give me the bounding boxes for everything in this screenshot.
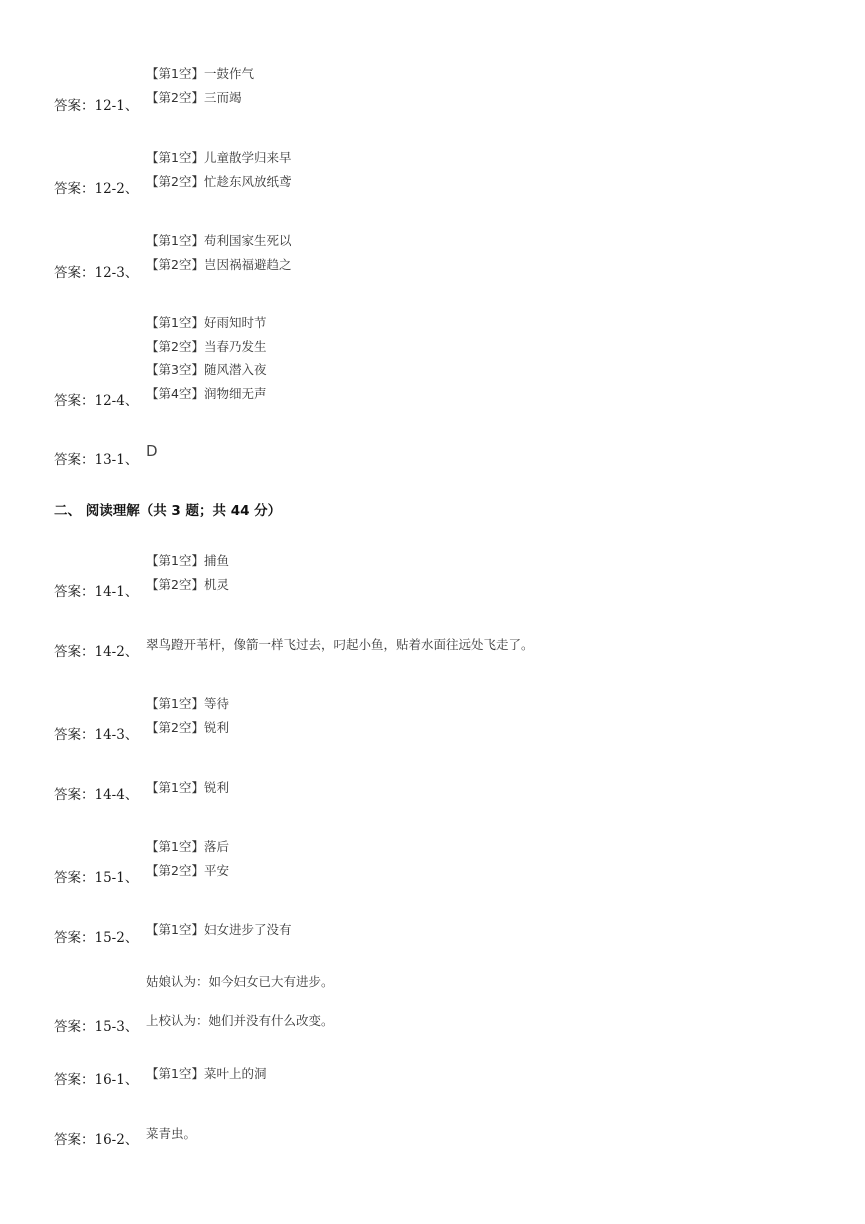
answer-line: 【第4空】润物细无声	[146, 386, 267, 401]
answer-line: 【第2空】锐利	[146, 720, 229, 735]
answer-line: 【第2空】当春乃发生	[146, 339, 267, 354]
answer-label: 答案：14-1、	[54, 584, 139, 600]
answer-label: 答案：16-1、	[54, 1072, 139, 1088]
answer-label: 答案：14-2、	[54, 644, 139, 660]
answer-line: 翠鸟蹬开苇杆，像箭一样飞过去，叼起小鱼，贴着水面往远处飞走了。	[146, 637, 534, 652]
answer-line: 【第1空】锐利	[146, 780, 229, 795]
answer-label: 答案：15-1、	[54, 870, 139, 886]
answer-line: 【第1空】苟利国家生死以	[146, 233, 292, 248]
answer-line: 【第1空】好雨知时节	[146, 315, 267, 330]
answer-line: 【第2空】平安	[146, 863, 229, 878]
answer-label: 答案：12-2、	[54, 181, 139, 197]
answer-label: 答案：12-4、	[54, 393, 139, 409]
answer-line: 【第1空】落后	[146, 839, 229, 854]
answer-label: 答案：13-1、	[54, 452, 139, 468]
answer-line: 姑娘认为：如今妇女已大有进步。	[146, 974, 334, 989]
answer-line: 【第1空】等待	[146, 696, 229, 711]
answer-label: 答案：14-4、	[54, 787, 139, 803]
answer-label: 答案：15-2、	[54, 930, 139, 946]
answer-line: 【第2空】忙趁东风放纸鸢	[146, 174, 292, 189]
answer-line: D	[146, 442, 158, 460]
answer-line: 【第1空】妇女进步了没有	[146, 922, 292, 937]
answer-line: 【第3空】随风潜入夜	[146, 362, 267, 377]
answer-line: 【第1空】一鼓作气	[146, 66, 254, 81]
answer-label: 答案：14-3、	[54, 727, 139, 743]
answer-line: 【第1空】儿童散学归来早	[146, 150, 292, 165]
answer-label: 答案：15-3、	[54, 1019, 139, 1035]
answer-line: 【第2空】机灵	[146, 577, 229, 592]
answer-line: 【第1空】捕鱼	[146, 553, 229, 568]
answer-line: 菜青虫。	[146, 1126, 197, 1141]
section-title: 二、 阅读理解（共 3 题；共 44 分）	[54, 503, 282, 519]
answer-line: 上校认为：她们并没有什么改变。	[146, 1013, 334, 1028]
answer-label: 答案：12-3、	[54, 265, 139, 281]
answer-line: 【第2空】岂因祸福避趋之	[146, 257, 292, 272]
answer-line: 【第1空】菜叶上的洞	[146, 1066, 267, 1081]
answer-line: 【第2空】三而竭	[146, 90, 242, 105]
answer-label: 答案：16-2、	[54, 1132, 139, 1148]
answer-label: 答案：12-1、	[54, 98, 139, 114]
